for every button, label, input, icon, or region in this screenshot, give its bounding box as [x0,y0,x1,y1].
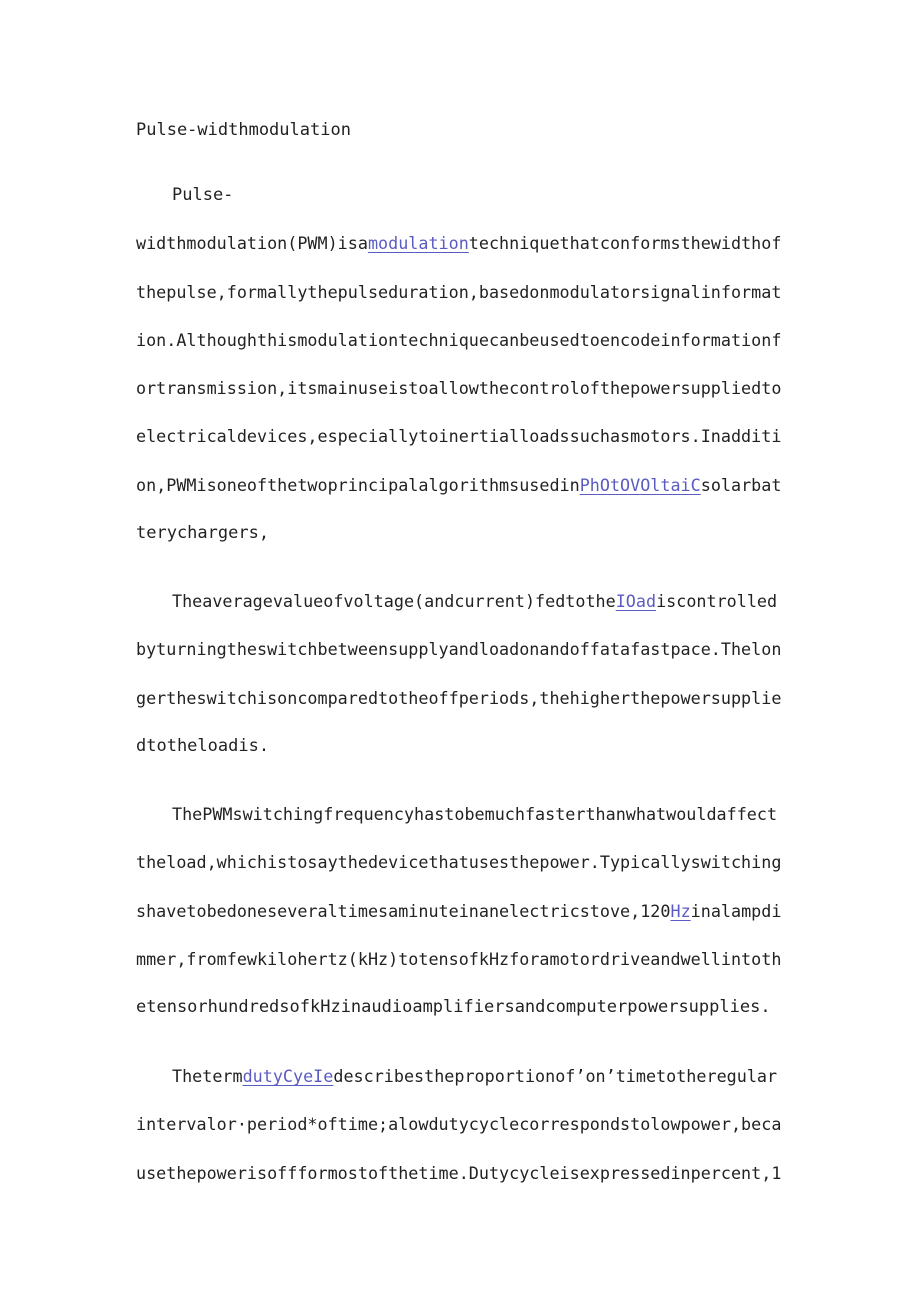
text-line [136,473,780,521]
text-segment: solarbat [700,474,782,495]
hyperlink[interactable]: PhOtOVOltaiC [579,474,701,495]
text-segment: ThePWMswitchingfrequencyhastobemuchfasterthanwhatwouldaffect [172,804,778,824]
paragraph-average-value [136,589,780,782]
hyperlink[interactable]: Hz [670,900,691,921]
hyperlink[interactable]: IOad [615,591,657,611]
text-line [136,521,780,569]
text-line [136,1112,780,1160]
text-segment: byturningtheswitchbetweensupplyandloadonandoffatafastpace.Thelon [136,639,782,660]
text-line [136,802,780,850]
text-segment: describestheproportionof’on’timetotheregular [333,1066,778,1086]
text-line [136,424,780,472]
text-segment: Pulse- [172,185,234,205]
text-segment: terychargers, [136,523,270,544]
text-segment: dtotheloadis. [136,735,270,756]
paragraph-duty-cycle [136,1064,780,1209]
text-segment: ion.Althoughthismodulationtechniquecanbeusedtoencodeinformationf [136,329,782,350]
text-segment: shavetobedoneseveraltimesaminuteinanelectricstove,120 [136,900,671,921]
text-segment: inalampdi [690,900,782,921]
hyperlink[interactable]: dutyCyeIe [242,1066,334,1086]
document-title: Pulse-widthmodulation [136,120,351,140]
paragraph-pwm-definition [136,183,780,569]
text-segment: Theterm [172,1066,243,1086]
text-line [136,1064,780,1112]
text-line [136,231,780,279]
paragraph-switching-frequency [136,802,780,1043]
text-line [136,995,780,1043]
text-line [136,686,780,734]
text-segment: electricaldevices,especiallytoinertialloadssuchasmotors.Inadditi [136,426,782,447]
text-line [136,1161,780,1209]
text-line [136,637,780,685]
text-line [136,850,780,898]
text-segment: theload,whichistosaythedevicethatusesthepower.Typicallyswitching [136,852,782,873]
text-segment: etensorhundredsofkHzinaudioamplifiersandcomputerpowersupplies. [136,997,771,1018]
text-line [136,947,780,995]
text-segment: techniquethatconformsthewidthof [468,233,782,254]
text-line [136,328,780,376]
text-segment: mmer,fromfewkilohertz(kHz)totensofkHzforamotordriveandwellintoth [136,948,782,969]
text-line [136,376,780,424]
text-line [136,280,780,328]
text-line [136,183,780,231]
text-segment: ortransmission,itsmainuseistoallowthecontrolofthepowersuppliedto [136,378,782,399]
text-segment: iscontrolled [656,591,778,611]
text-segment: thepulse,formallythepulseduration,basedonmodulatorsignalinformat [136,281,782,302]
text-line [136,589,780,637]
text-segment: intervalor·period*oftime;alowdutycyclecorrespondstolowpower,beca [136,1114,782,1135]
text-line [136,734,780,782]
text-line [136,899,780,947]
text-segment: Theaveragevalueofvoltage(andcurrent)fedtothe [172,591,616,611]
text-segment: gertheswitchisoncomparedtotheoffperiods,thehigherthepowersupplie [136,687,782,708]
hyperlink[interactable]: modulation [367,233,469,254]
text-segment: widthmodulation(PWM)isa [136,233,368,254]
text-segment: usethepowerisoffformostofthetime.Dutycycleisexpressedinpercent,1 [136,1162,782,1183]
text-segment: on,PWMisoneofthetwoprincipalalgorithmsusedin [136,474,580,495]
